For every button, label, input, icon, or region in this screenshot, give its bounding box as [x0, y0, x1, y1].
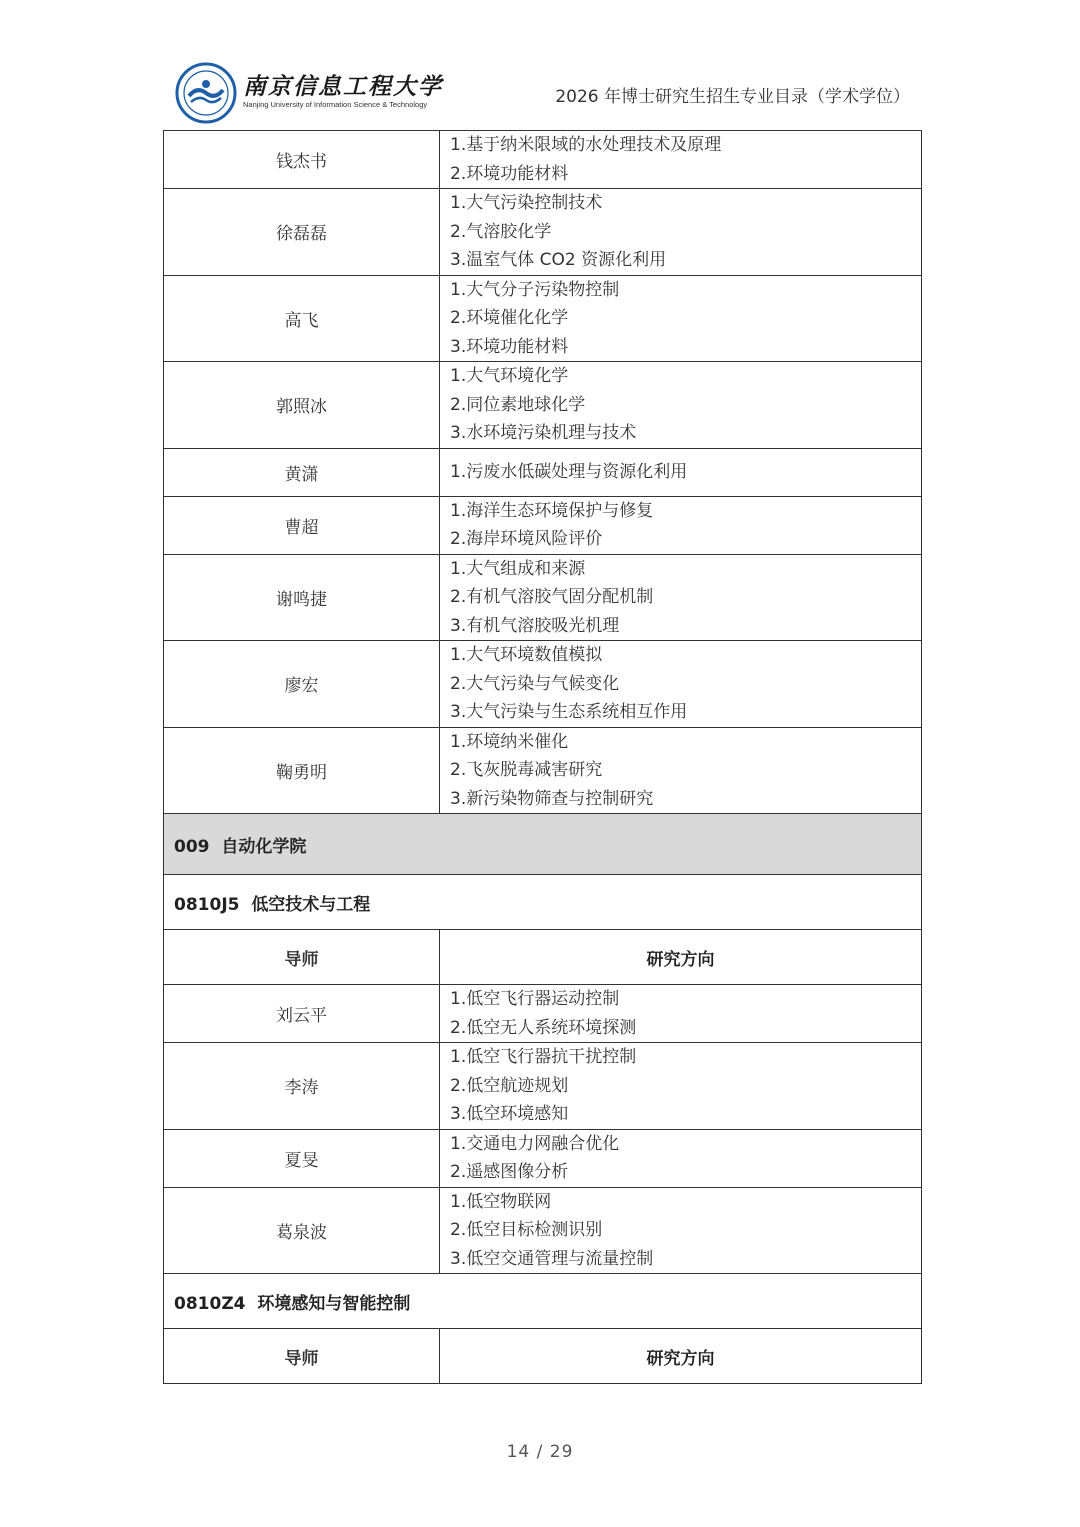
major-cell [164, 1274, 922, 1329]
major-row [164, 875, 922, 930]
page-total: 29 [549, 1442, 574, 1462]
research-direction-item: 2.环境功能材料 [450, 163, 569, 184]
research-directions [440, 1043, 922, 1130]
research-direction-item: 3.低空交通管理与流量控制 [450, 1248, 654, 1269]
direction-header: 研究方向 [440, 930, 922, 985]
major-row [164, 1274, 922, 1329]
advisor-row [164, 362, 922, 449]
direction-header: 研究方向 [440, 1329, 922, 1384]
advisor-row [164, 727, 922, 814]
advisor-row [164, 189, 922, 276]
research-direction-item: 1.海洋生态环境保护与修复 [450, 500, 654, 521]
advisor-name: 谢鸣捷 [164, 554, 440, 641]
research-direction-item: 1.大气分子污染物控制 [450, 279, 620, 300]
research-direction-item: 1.交通电力网融合优化 [450, 1133, 620, 1154]
school-row [164, 814, 922, 875]
advisor-name: 郭照冰 [164, 362, 440, 449]
research-direction-item: 1.大气环境数值模拟 [450, 645, 603, 665]
advisor-row [164, 985, 922, 1043]
research-directions [440, 985, 922, 1043]
advisor-name: 曹超 [164, 496, 440, 554]
research-direction-item: 3.水环境污染机理与技术 [450, 423, 637, 443]
column-header-row [164, 930, 922, 985]
major-name: 环境感知与智能控制 [257, 1293, 411, 1314]
advisor-name: 夏旻 [164, 1129, 440, 1187]
advisor-header: 导师 [164, 930, 440, 985]
advisor-name: 廖宏 [164, 641, 440, 728]
research-direction-item: 1.环境纳米催化 [450, 731, 569, 752]
document-title: 2026 年博士研究生招生专业目录（学术学位） [555, 87, 910, 107]
research-directions [440, 131, 922, 189]
research-direction-item: 2.飞灰脱毒减害研究 [450, 760, 603, 780]
advisor-row [164, 554, 922, 641]
advisor-header: 导师 [164, 1329, 440, 1384]
research-direction-item: 2.气溶胶化学 [450, 221, 552, 242]
major-code: 0810J5 [174, 894, 240, 915]
research-directions [440, 1129, 922, 1187]
research-direction-item: 2.低空无人系统环境探测 [450, 1017, 637, 1038]
research-direction-item: 3.温室气体 CO2 资源化利用 [450, 250, 667, 270]
advisor-name: 高飞 [164, 275, 440, 362]
column-header-row [164, 1329, 922, 1384]
advisor-name: 刘云平 [164, 985, 440, 1043]
research-direction-item: 2.遥感图像分析 [450, 1162, 569, 1182]
research-directions [440, 554, 922, 641]
advisor-name: 徐磊磊 [164, 189, 440, 276]
research-direction-item: 2.大气污染与气候变化 [450, 673, 620, 694]
advisor-row [164, 448, 922, 496]
research-directions [440, 448, 922, 496]
research-direction-item: 2.同位素地球化学 [450, 394, 586, 415]
advisor-row [164, 1129, 922, 1187]
research-directions [440, 1187, 922, 1274]
page-current: 14 [506, 1442, 531, 1462]
research-direction-item: 3.低空环境感知 [450, 1104, 569, 1124]
research-direction-item: 1.基于纳米限域的水处理技术及原理 [450, 135, 722, 155]
major-code: 0810Z4 [174, 1293, 246, 1314]
research-directions [440, 189, 922, 276]
university-name-cn: 南京信息工程大学 [243, 73, 443, 100]
research-direction-item: 1.低空飞行器运动控制 [450, 989, 620, 1009]
research-direction-item: 1.大气环境化学 [450, 366, 569, 386]
research-direction-item: 2.低空目标检测识别 [450, 1220, 603, 1240]
advisor-row [164, 1187, 922, 1274]
advisor-row [164, 1043, 922, 1130]
page-separator: / [536, 1442, 544, 1462]
research-direction-item: 2.海岸环境风险评价 [450, 529, 603, 549]
research-direction-item: 1.低空飞行器抗干扰控制 [450, 1047, 637, 1067]
research-direction-item: 3.新污染物筛查与控制研究 [450, 788, 654, 809]
school-section [164, 814, 922, 985]
research-directions [440, 496, 922, 554]
university-logo-icon [175, 62, 237, 124]
research-direction-item: 3.环境功能材料 [450, 336, 569, 357]
advisor-name: 鞠勇明 [164, 727, 440, 814]
research-direction-item: 2.低空航迹规划 [450, 1075, 569, 1096]
advisor-name: 黄潇 [164, 448, 440, 496]
page-number [0, 1442, 1080, 1462]
page-header [175, 62, 920, 122]
research-directions [440, 362, 922, 449]
catalog-table [163, 130, 922, 1384]
advisor-name: 钱杰书 [164, 131, 440, 189]
research-directions [440, 727, 922, 814]
research-direction-item: 3.大气污染与生态系统相互作用 [450, 702, 688, 722]
research-directions [440, 275, 922, 362]
school-name: 自动化学院 [221, 836, 307, 857]
advisor-rows-low-altitude [164, 985, 922, 1274]
research-direction-item: 1.大气组成和来源 [450, 558, 586, 579]
advisor-row [164, 641, 922, 728]
advisor-name: 李涛 [164, 1043, 440, 1130]
school-code: 009 [174, 836, 210, 857]
research-directions [440, 641, 922, 728]
university-name-en: Nanjing University of Information Science & Technology [243, 100, 428, 109]
research-direction-item: 2.有机气溶胶气固分配机制 [450, 587, 654, 607]
research-direction-item: 3.有机气溶胶吸光机理 [450, 615, 620, 636]
major-section-2 [164, 1274, 922, 1384]
major-name: 低空技术与工程 [251, 894, 371, 915]
advisor-row [164, 496, 922, 554]
advisor-row [164, 131, 922, 189]
research-direction-item: 1.低空物联网 [450, 1191, 552, 1212]
advisor-row [164, 275, 922, 362]
advisor-rows-environment [164, 131, 922, 814]
research-direction-item: 1.污废水低碳处理与资源化利用 [450, 461, 688, 482]
research-direction-item: 1.大气污染控制技术 [450, 193, 603, 213]
advisor-name: 葛泉波 [164, 1187, 440, 1274]
major-cell [164, 875, 922, 930]
school-cell [164, 814, 922, 875]
research-direction-item: 2.环境催化化学 [450, 308, 569, 328]
